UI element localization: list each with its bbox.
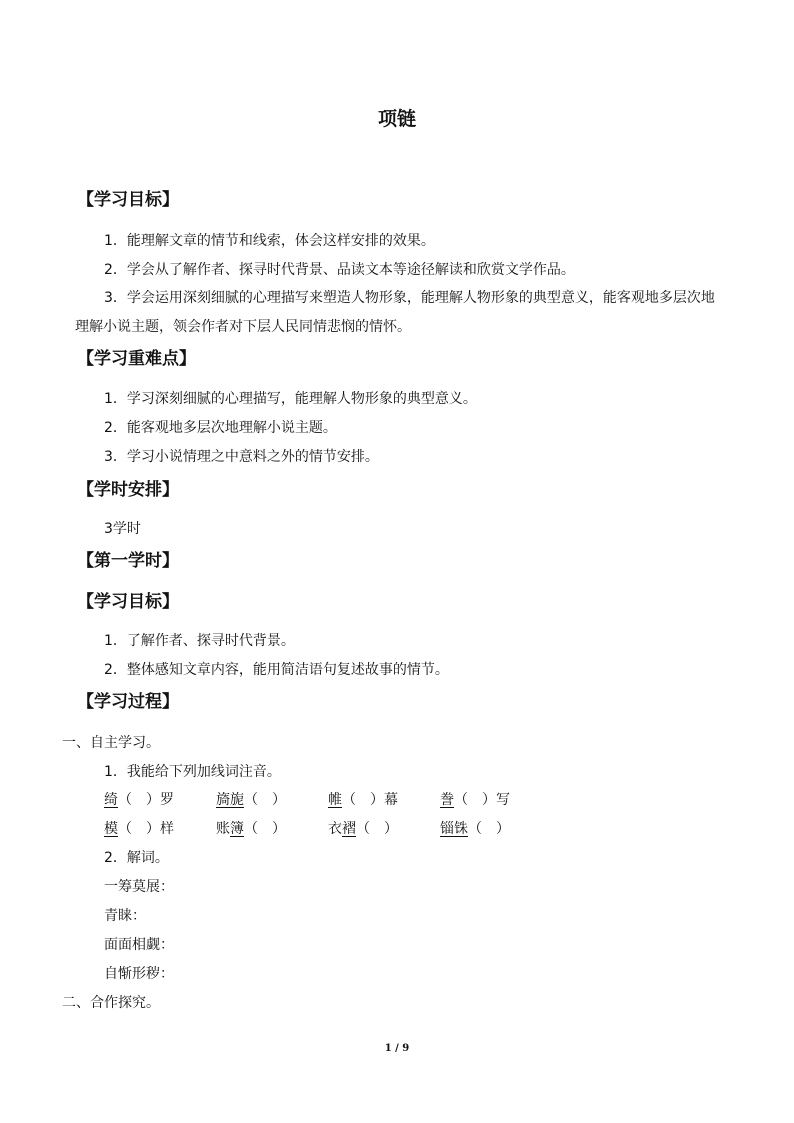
time-heading: 【学时安排】	[77, 480, 179, 500]
vocab-item: 衣褶（ ）	[328, 821, 398, 837]
time-text: 3学时	[104, 521, 141, 537]
vocab-row-2	[104, 819, 664, 839]
lesson1-heading: 【第一学时】	[77, 551, 179, 571]
vocab-item: 绮（ ）罗	[104, 792, 174, 808]
term-2: 青睐：	[104, 908, 146, 924]
page-title: 项链	[377, 108, 416, 130]
vocab-row-1	[104, 790, 664, 810]
part2-heading: 二、合作探究。	[62, 995, 160, 1011]
term-4: 自惭形秽：	[104, 966, 174, 982]
vocab-item: 模（ ）样	[104, 821, 174, 837]
page-indicator: 1 / 9	[384, 1043, 410, 1054]
key-point-3: 3．学习小说情理之中意料之外的情节安排。	[104, 449, 379, 465]
term-3: 面面相觑：	[104, 937, 174, 953]
goal-item-1: 1．能理解文章的情节和线索，体会这样安排的效果。	[104, 233, 435, 249]
vocab-item: 旖旎（ ）	[216, 792, 286, 808]
item1-text: 1．我能给下列加线词注音。	[104, 764, 281, 780]
lesson1-goal-2: 2．整体感知文章内容，能用简洁语句复述故事的情节。	[104, 662, 449, 678]
goal-item-3: 3．学会运用深刻细腻的心理描写来塑造人物形象，能理解人物形象的典型意义，能客观地多层次地理解小说主题，领会作者对下层人民同情悲悯的情怀。	[75, 290, 715, 335]
vocab-item: 帷（ ）幕	[328, 792, 398, 808]
process-heading: 【学习过程】	[77, 692, 179, 712]
vocab-item: 誊（ ）写	[440, 792, 510, 808]
part1-heading: 一、自主学习。	[62, 735, 160, 751]
lesson1-goals-heading: 【学习目标】	[77, 592, 179, 612]
key-points-heading: 【学习重难点】	[77, 349, 196, 369]
key-point-2: 2．能客观地多层次地理解小说主题。	[104, 420, 337, 436]
goals-heading: 【学习目标】	[77, 190, 179, 210]
key-point-1: 1．学习深刻细腻的心理描写，能理解人物形象的典型意义。	[104, 391, 477, 407]
goal-item-2: 2．学会从了解作者、探寻时代背景、品读文本等途径解读和欣赏文学作品。	[104, 262, 575, 278]
vocab-item: 账簿（ ）	[216, 821, 286, 837]
term-1: 一筹莫展：	[104, 879, 174, 895]
item2-text: 2．解词。	[104, 850, 169, 866]
vocab-item: 锱铢（ ）	[440, 821, 510, 837]
lesson1-goal-1: 1．了解作者、探寻时代背景。	[104, 633, 295, 649]
